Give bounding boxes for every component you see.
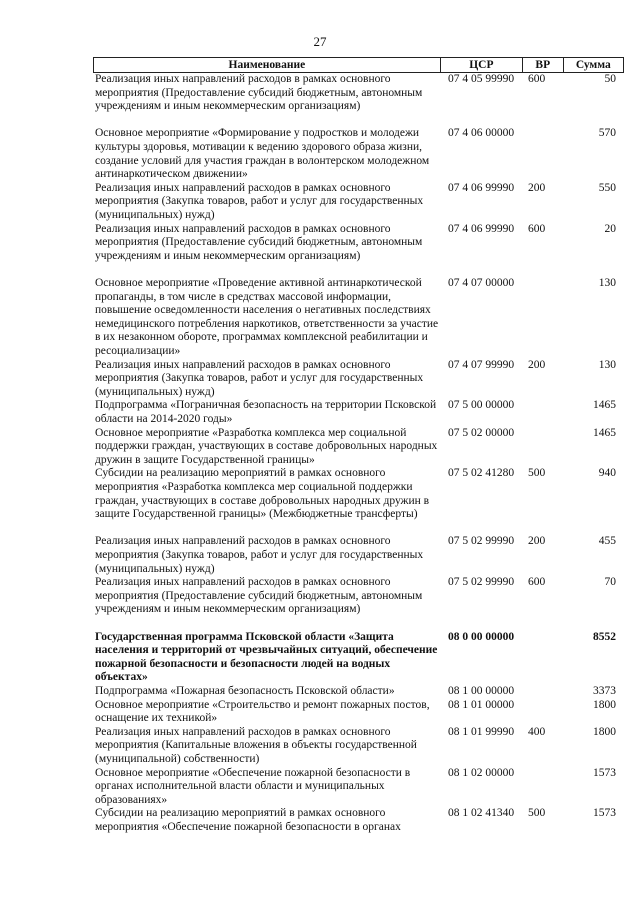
row-name: Реализация иных направлений расходов в рамках основного мероприятия (Предоставление субсидий бюджетным, автономным учреждениям и иным некоммерческим организациям) <box>95 576 423 616</box>
row-vr: 500 <box>528 467 546 480</box>
row-csr: 07 5 02 99990 <box>448 576 515 589</box>
page-number: 27 <box>313 34 327 49</box>
header-sum: Сумма <box>563 58 624 72</box>
header-vr: ВР <box>522 58 563 72</box>
row-vr <box>524 699 564 726</box>
row-vr <box>524 767 564 808</box>
row-vr: 600 <box>528 73 546 85</box>
row-sum: 1800 <box>593 725 616 738</box>
table-row <box>93 427 624 468</box>
table-row <box>93 277 624 359</box>
row-csr: 07 4 06 99990 <box>448 222 515 235</box>
row-sum: 50 <box>604 73 616 85</box>
row-csr: 08 1 01 00000 <box>448 698 515 711</box>
row-csr: 07 5 00 00000 <box>448 399 515 412</box>
row-name: Основное мероприятие «Формирование у подростков и молодежи культуры здоровья, мотивации к ведению здорового образа жизни, создание условий для участия граждан в волонтерском молодежном антинаркотическом движении» <box>95 127 430 181</box>
row-sum: 1800 <box>593 698 616 711</box>
table-row <box>93 359 624 400</box>
row-csr: 08 1 02 00000 <box>448 766 515 779</box>
row-sum: 1465 <box>593 426 616 439</box>
row-vr: 600 <box>528 576 546 589</box>
row-vr: 500 <box>528 807 546 820</box>
row-name: Реализация иных направлений расходов в рамках основного мероприятия (Предоставление субсидий бюджетным, автономным учреждениям и иным некоммерческим организациям) <box>95 73 423 113</box>
table-row <box>93 399 624 426</box>
row-sum: 1573 <box>593 766 616 779</box>
row-csr: 08 1 01 99990 <box>448 725 515 738</box>
row-sum: 570 <box>598 127 616 140</box>
row-sum: 550 <box>598 181 616 194</box>
row-csr: 07 4 06 00000 <box>448 127 515 140</box>
table-row <box>93 73 624 127</box>
row-name: Подпрограмма «Пограничная безопасность на территории Псковской области на 2014-2020 годы» <box>95 399 437 425</box>
budget-table <box>93 57 624 834</box>
row-csr: 07 4 07 99990 <box>448 358 515 371</box>
header-csr: ЦСР <box>440 58 522 72</box>
row-sum: 8552 <box>593 630 616 643</box>
row-vr: 200 <box>528 181 546 194</box>
table-row <box>93 767 624 808</box>
table-row <box>93 631 624 685</box>
row-csr: 08 1 02 41340 <box>448 807 515 820</box>
row-name: Основное мероприятие «Обеспечение пожарной безопасности в органах исполнительной власти области и муниципальных образованиях» <box>95 766 411 806</box>
header-name: Наименование <box>93 58 440 72</box>
row-vr <box>524 631 564 685</box>
row-csr: 07 4 07 00000 <box>448 276 515 289</box>
table-row <box>93 127 624 181</box>
row-sum: 1465 <box>593 399 616 412</box>
table-row <box>93 807 624 834</box>
table-row <box>93 699 624 726</box>
table-row <box>93 182 624 223</box>
table-row <box>93 726 624 767</box>
row-sum: 130 <box>598 358 616 371</box>
row-vr: 600 <box>528 222 546 235</box>
row-csr: 07 5 02 41280 <box>448 467 515 480</box>
row-vr <box>524 127 564 181</box>
row-sum: 1573 <box>593 807 616 820</box>
row-vr <box>524 399 564 426</box>
row-vr: 200 <box>528 535 546 548</box>
row-name: Субсидии на реализацию мероприятий в рамках основного мероприятия «Разработка комплекса мер социальной поддержки граждан, участвующих в составе добровольных народных дружин в защите Государственной границы» (Межбюджетные трансферты) <box>95 467 430 521</box>
row-vr: 400 <box>528 725 546 738</box>
row-sum: 70 <box>604 576 616 589</box>
row-name: Основное мероприятие «Проведение активной антинаркотической пропаганды, в том числе в средствах массовой информации, повышение осведомленности населения о негативных последствиях немедицинского потребления наркотиков, ответственности за участие в их незаконном обороте, программах комплексной реабилитации и ресоциализации» <box>95 276 439 357</box>
row-name: Субсидии на реализацию мероприятий в рамках основного мероприятия «Обеспечение пожарной безопасности в органах <box>95 807 401 833</box>
table-row <box>93 685 624 699</box>
table-row <box>93 223 624 277</box>
row-name: Подпрограмма «Пожарная безопасность Псковской области» <box>95 684 395 697</box>
row-vr: 200 <box>528 358 546 371</box>
row-name: Основное мероприятие «Строительство и ремонт пожарных постов, оснащение их техникой» <box>95 698 430 725</box>
row-csr: 08 1 00 00000 <box>448 684 515 697</box>
table-row <box>93 467 624 535</box>
row-csr: 07 4 05 99990 <box>448 73 515 85</box>
row-sum: 20 <box>604 222 616 235</box>
row-csr: 08 0 00 00000 <box>448 630 515 643</box>
table-body <box>93 73 624 834</box>
row-name: Реализация иных направлений расходов в рамках основного мероприятия (Закупка товаров, работ и услуг для государственных (муниципальных) нужд) <box>95 535 424 575</box>
row-sum: 455 <box>598 535 616 548</box>
row-csr: 07 5 02 99990 <box>448 535 515 548</box>
row-sum: 130 <box>598 276 616 289</box>
row-name: Реализация иных направлений расходов в рамках основного мероприятия (Закупка товаров, работ и услуг для государственных (муниципальных) нужд) <box>95 181 424 221</box>
row-name: Реализация иных направлений расходов в рамках основного мероприятия (Капитальные вложения в объекты государственной (муниципальной) собственности) <box>95 725 417 765</box>
row-name: Реализация иных направлений расходов в рамках основного мероприятия (Закупка товаров, работ и услуг для государственных (муниципальных) нужд) <box>95 358 424 398</box>
row-csr: 07 4 06 99990 <box>448 181 515 194</box>
row-name: Государственная программа Псковской области «Защита населения и территорий от чрезвычайных ситуаций, обеспечение пожарной безопасности и безопасности людей на водных объектах» <box>95 630 438 684</box>
row-vr <box>524 427 564 468</box>
row-vr <box>524 277 564 359</box>
row-csr: 07 5 02 00000 <box>448 426 515 439</box>
table-header <box>93 57 624 73</box>
row-sum: 940 <box>598 467 616 480</box>
table-row <box>93 535 624 576</box>
row-sum: 3373 <box>593 684 616 697</box>
row-name: Основное мероприятие «Разработка комплекса мер социальной поддержки граждан, участвующих в составе добровольных народных дружин в защите Государственной границы» <box>95 426 438 466</box>
table-row <box>93 576 624 630</box>
row-vr <box>524 685 564 699</box>
row-name: Реализация иных направлений расходов в рамках основного мероприятия (Предоставление субсидий бюджетным, автономным учреждениям и иным некоммерческим организациям) <box>95 222 423 262</box>
